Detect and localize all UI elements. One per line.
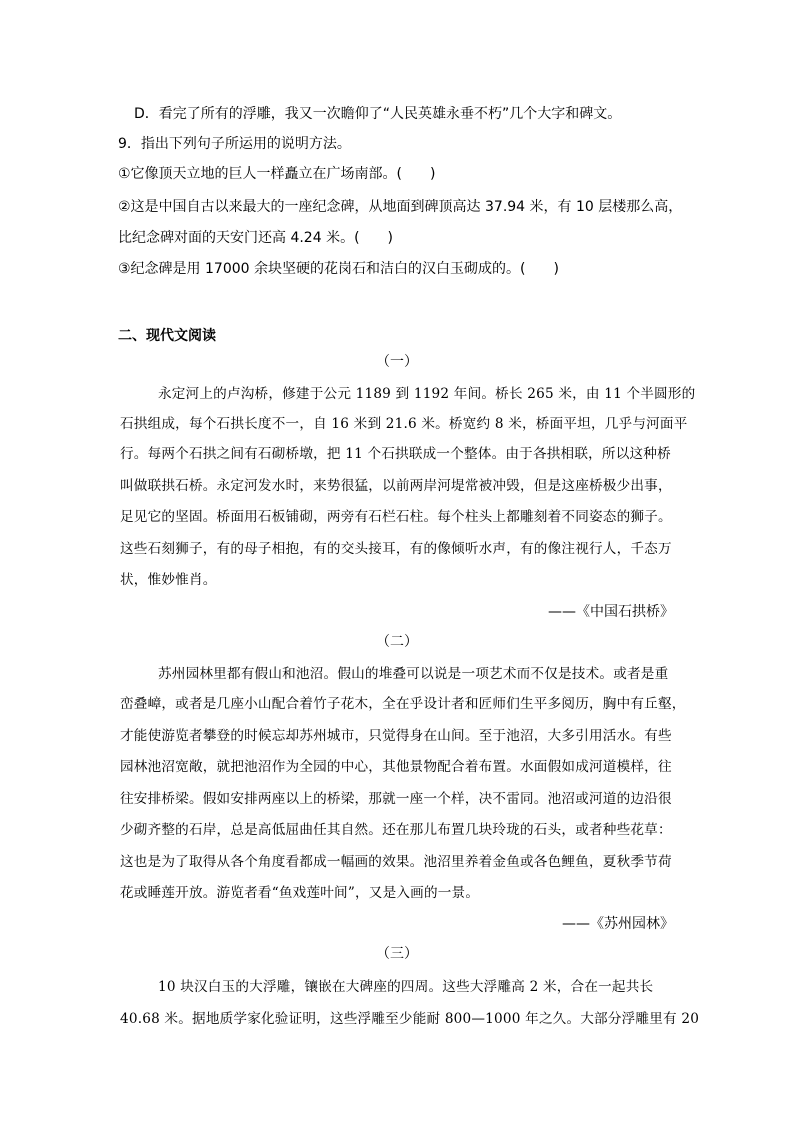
section-heading: 二、现代文阅读 xyxy=(118,328,216,344)
passage-2-line: 才能使游览者攀登的时候忘却苏州城市，只觉得身在山间。至于池沼，大多引用活水。有些 xyxy=(120,728,672,744)
question-9-item-1: ①它像顶天立地的巨人一样矗立在广场南部。( ) xyxy=(118,166,436,182)
passage-2-line: 峦叠嶂，或者是几座小山配合着竹子花木，全在乎设计者和匠师们生平多阅历，胸中有丘壑， xyxy=(120,696,686,712)
passage-1-line: 足见它的坚固。桥面用石板铺砌，两旁有石栏石柱。每个柱头上都雕刻着不同姿态的狮子。 xyxy=(120,509,672,525)
passage-1-source: ——《中国石拱桥》 xyxy=(548,604,674,620)
question-9-item-2-line-2: 比纪念碑对面的天安门还高 4.24 米。( ) xyxy=(118,230,393,246)
passage-1-line: 石拱组成，每个石拱长度不一，自 16 米到 21.6 米。桥宽约 8 米，桥面平坦，几乎与河面平 xyxy=(120,416,688,432)
passage-1-line: 状，惟妙惟肖。 xyxy=(120,572,217,588)
passage-2-line: 往安排桥梁。假如安排两座以上的桥梁，那就一座一个样，决不雷同。池沼或河道的边沿很 xyxy=(120,791,672,807)
passage-3-line: 40.68 米。据地质学家化验证明，这些浮雕至少能耐 800—1000 年之久。大部分浮雕里有 20 xyxy=(120,1011,700,1027)
passage-2-line: 这也是为了取得从各个角度看都成一幅画的效果。池沼里养着金鱼或各色鲤鱼，夏秋季节荷 xyxy=(120,854,672,870)
question-9: 9．指出下列句子所运用的说明方法。 xyxy=(118,136,351,152)
passage-1-line: 永定河上的卢沟桥，修建于公元 1189 到 1192 年间。桥长 265 米，由 11 个半圆形的 xyxy=(158,386,696,402)
passage-1-line: 叫做联拱石桥。永定河发水时，来势很猛，以前两岸河堤常被冲毁，但是这座桥极少出事， xyxy=(120,478,672,494)
passage-1-line: 这些石刻狮子，有的母子相抱，有的交头接耳，有的像倾听水声，有的像注视行人，千态万 xyxy=(120,541,672,557)
passage-3-label: （三） xyxy=(376,946,418,962)
option-d: D．看完了所有的浮雕，我又一次瞻仰了“人民英雄永垂不朽”几个大字和碑文。 xyxy=(134,106,622,122)
passage-3-line: 10 块汉白玉的大浮雕，镶嵌在大碑座的四周。这些大浮雕高 2 米，合在一起共长 xyxy=(158,979,654,995)
question-9-item-3: ③纪念碑是用 17000 余块坚硬的花岗石和洁白的汉白玉砌成的。( ) xyxy=(118,261,559,277)
passage-2-line: 花或睡莲开放。游览者看“鱼戏莲叶间”，又是入画的一景。 xyxy=(120,885,480,901)
passage-1-label: （一） xyxy=(376,354,418,370)
passage-2-source: ——《苏州园林》 xyxy=(562,916,674,932)
passage-2-line: 苏州园林里都有假山和池沼。假山的堆叠可以说是一项艺术而不仅是技术。或者是重 xyxy=(158,666,669,682)
passage-2-label: （二） xyxy=(376,634,418,650)
passage-1-line: 行。每两个石拱之间有石砌桥墩，把 11 个石拱联成一个整体。由于各拱相联，所以这种桥 xyxy=(120,446,671,462)
question-9-item-2-line-1: ②这是中国自古以来最大的一座纪念碑，从地面到碑顶高达 37.94 米，有 10 层楼那么高， xyxy=(118,199,683,215)
passage-2-line: 少砌齐整的石岸，总是高低屈曲任其自然。还在那儿布置几块玲珑的石头，或者种些花草： xyxy=(120,822,672,838)
passage-2-line: 园林池沼宽敞，就把池沼作为全园的中心，其他景物配合着布置。水面假如成河道模样，往 xyxy=(120,759,672,775)
